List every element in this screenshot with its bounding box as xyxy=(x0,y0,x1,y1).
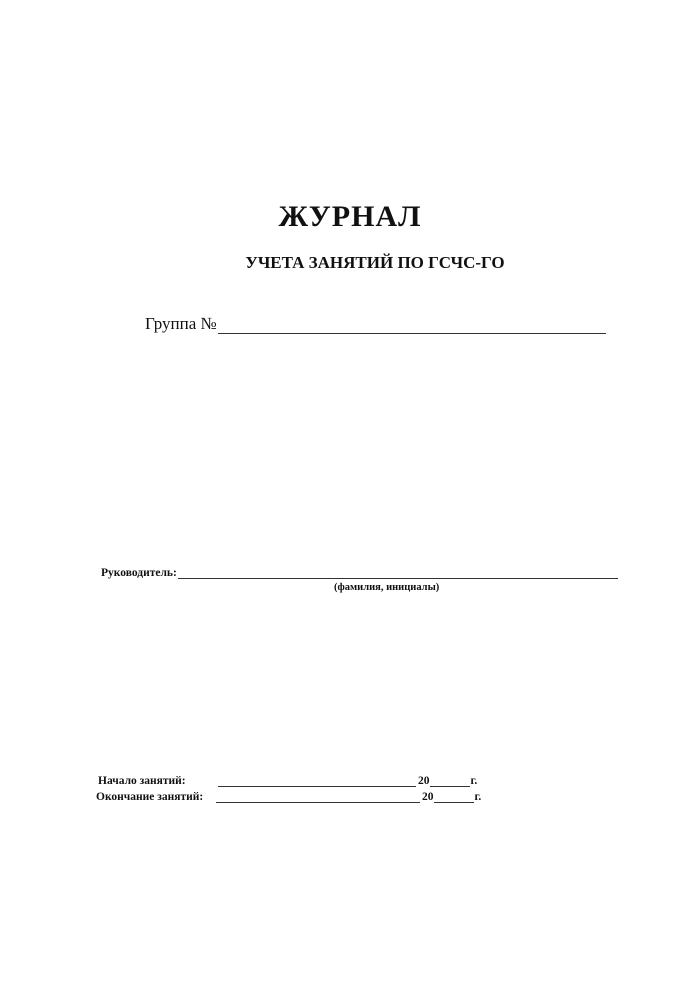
end-year-blank[interactable] xyxy=(434,789,474,803)
leader-hint: (фамилия, инициалы) xyxy=(334,582,440,593)
group-field-row xyxy=(145,314,606,334)
start-label: Начало занятий: xyxy=(98,775,186,787)
end-year-suffix: г. xyxy=(474,791,482,803)
leader-field-row xyxy=(101,565,618,579)
page-title: ЖУРНАЛ xyxy=(278,200,422,233)
end-year-prefix: 20 xyxy=(422,791,434,803)
start-year-prefix: 20 xyxy=(418,775,430,787)
start-date-row xyxy=(98,773,477,787)
page-subtitle: УЧЕТА ЗАНЯТИЙ ПО ГСЧС-ГО xyxy=(245,253,505,272)
start-year-blank[interactable] xyxy=(430,773,470,787)
leader-name-blank[interactable] xyxy=(178,565,618,579)
group-label: Группа № xyxy=(145,314,217,333)
start-date-blank[interactable] xyxy=(218,773,416,787)
start-year-suffix: г. xyxy=(470,775,478,787)
group-number-blank[interactable] xyxy=(218,315,606,334)
end-label: Окончание занятий: xyxy=(96,791,204,803)
leader-label: Руководитель: xyxy=(101,567,177,579)
end-date-blank[interactable] xyxy=(216,789,420,803)
end-date-row xyxy=(96,789,481,803)
